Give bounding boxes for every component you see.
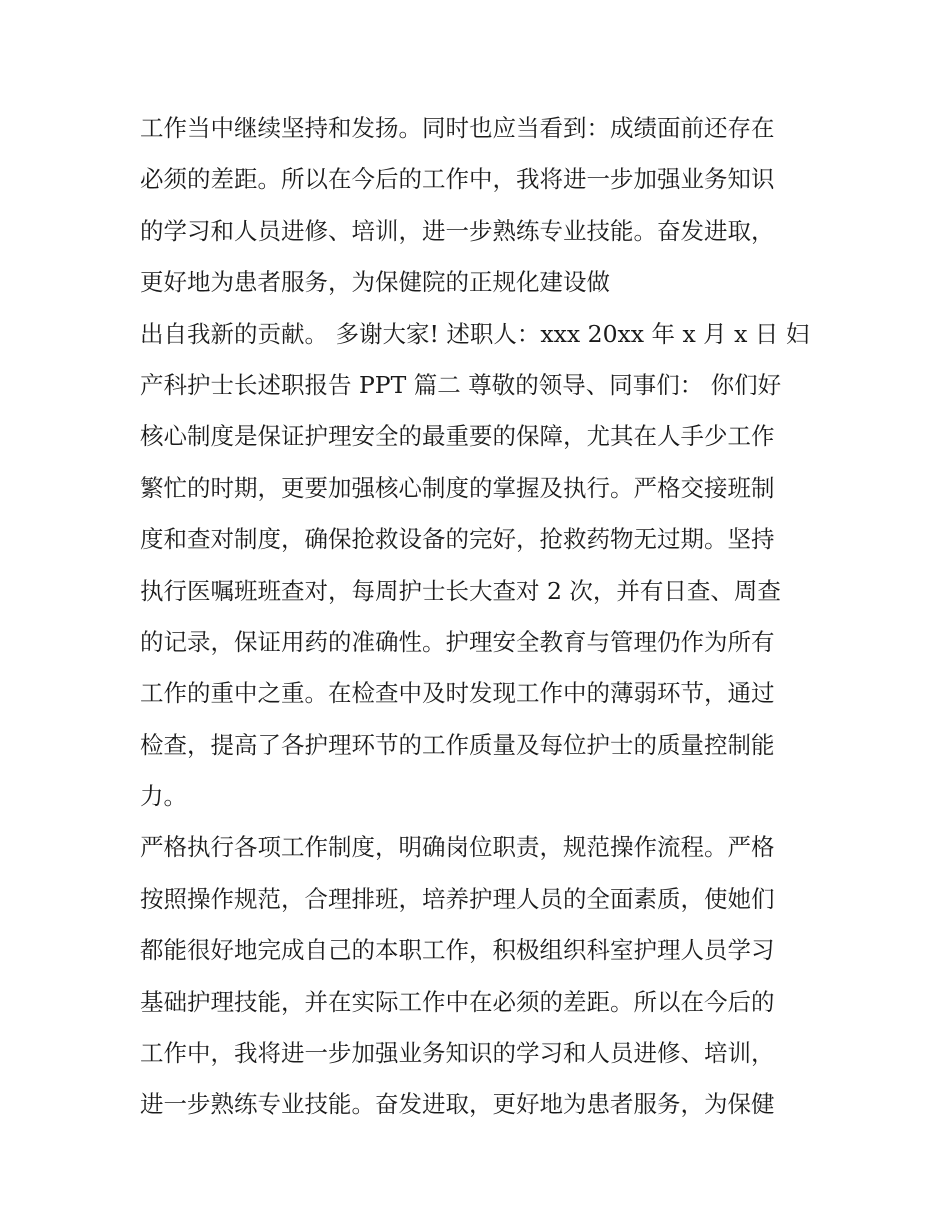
text-line: 度和查对制度，确保抢救设备的完好，抢救药物无过期。坚持: [140, 525, 775, 554]
text-line: 执行医嘱班班查对，每周护士长大查对 2 次，并有日查、周查: [140, 576, 781, 605]
text-line: 进一步熟练专业技能。奋发进取，更好地为患者服务，为保健: [140, 1090, 775, 1119]
text-line: 产科护士长述职报告 PPT 篇二 尊敬的领导、同事们： 你们好: [140, 370, 782, 399]
text-line: 出自我新的贡献。 多谢大家! 述职人：xxx 20xx 年 x 月 x 日 妇: [140, 319, 810, 348]
text-line: 必须的差距。所以在今后的工作中，我将进一步加强业务知识: [140, 165, 775, 194]
text-line: 基础护理技能，并在实际工作中在必须的差距。所以在今后的: [140, 987, 775, 1016]
text-line: 的记录，保证用药的准确性。护理安全教育与管理仍作为所有: [140, 627, 775, 656]
text-line: 力。: [140, 782, 187, 811]
text-line: 工作中，我将进一步加强业务知识的学习和人员进修、培训，: [140, 1039, 775, 1068]
text-line: 繁忙的时期，更要加强核心制度的掌握及执行。严格交接班制: [140, 473, 775, 502]
text-line: 按照操作规范，合理排班，培养护理人员的全面素质，使她们: [140, 884, 775, 913]
text-line: 工作的重中之重。在检查中及时发现工作中的薄弱环节，通过: [140, 679, 775, 708]
text-line: 检查，提高了各护理环节的工作质量及每位护士的质量控制能: [140, 730, 775, 759]
text-line: 更好地为患者服务，为保健院的正规化建设做: [140, 268, 610, 297]
document-body: [140, 103, 820, 1131]
text-line: 都能很好地完成自己的本职工作，积极组织科室护理人员学习: [140, 936, 775, 965]
text-line: 工作当中继续坚持和发扬。同时也应当看到：成绩面前还存在: [140, 114, 775, 142]
text-line: 核心制度是保证护理安全的最重要的保障，尤其在人手少工作: [140, 422, 775, 451]
text-line: 严格执行各项工作制度，明确岗位职责，规范操作流程。严格: [140, 833, 775, 862]
text-line: 的学习和人员进修、培训，进一步熟练专业技能。奋发进取，: [140, 216, 775, 245]
